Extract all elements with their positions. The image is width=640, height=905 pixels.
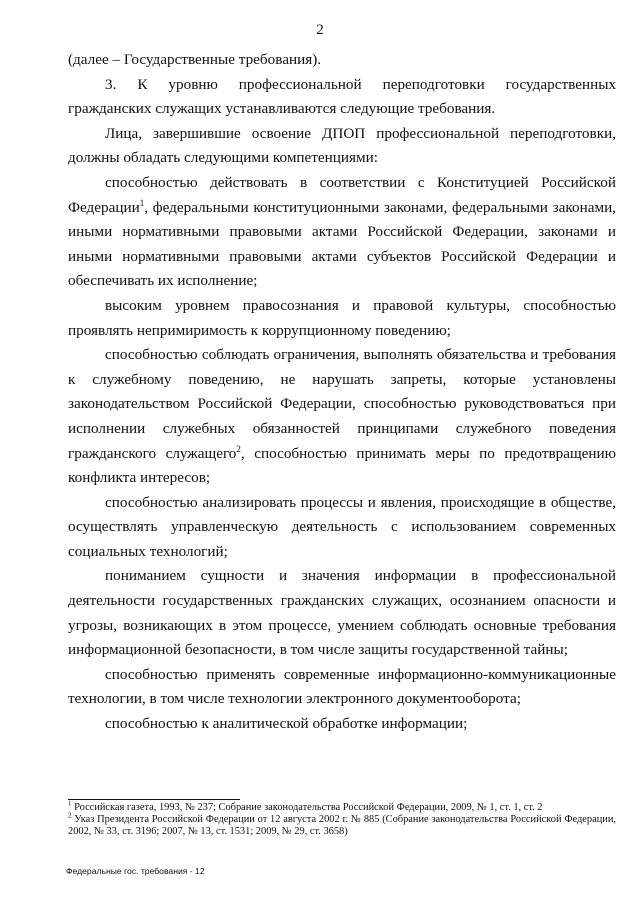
competency-item: способностью к аналитической обработке информации; [105,715,468,733]
footnote-mark: 1 [68,799,72,808]
footnote-2 [68,811,616,838]
footnote-mark: 2 [68,811,72,820]
competency-item: способностью применять современные информационно-коммуникационные технологии, в том числе технологии электронного документооборота; [68,665,616,708]
paragraph-continuation: (далее – Государственные требования). [68,51,322,68]
competency-text: , федеральными конституционными законами, федеральными законами, иными нормативными правовыми актами Российской Федерации, законами и иными нормативными правовыми актами субъектов Российской Федерации и обеспечивать их исполнение; [68,198,616,290]
footnote-ref: 1 [139,197,145,208]
paragraph-section-3: 3. К уровню профессиональной переподготовки государственных гражданских служащих устанавливаются следующие требования. [68,75,616,118]
competency-item: способностью анализировать процессы и явления, происходящие в обществе, осуществлять управленческую деятельность с использованием современных социальных технологий; [68,493,616,560]
footnote-ref: 2 [236,443,241,454]
body-text [68,48,616,737]
footnotes [68,799,616,838]
page-footer: Федеральные гос. требования - 12 [66,866,205,876]
competency-text: , способностью принимать меры по предотвращению конфликта интересов; [68,444,616,487]
competency-item [68,171,616,294]
footnote-text: Указ Президента Российской Федерации от 12 августа 2002 г. № 885 (Собрание законодательства Российской Федерации, 2002, № 33, ст. 3196; 2007, № 13, ст. 1531; 2009, № 29, ст. 3658) [68,814,616,837]
footnote-1 [68,799,616,814]
competency-item [68,343,616,491]
competency-item: пониманием сущности и значения информации в профессиональной деятельности государственных гражданских служащих, осознанием опасности и угрозы, возникающих в этом процессе, умением соблюдать основные требования информационной безопасности, в том числе защиты государственной тайны; [68,567,616,659]
footnote-text: Российская газета, 1993, № 237; Собрание законодательства Российской Федерации, 2009, № 1, ст. 1, ст. 2 [71,802,543,813]
competency-text: способностью соблюдать ограничения, выполнять обязательства и требования к служебному поведению, не нарушать запреты, которые установлены законодательством Российской Федерации, способностью руководствоваться при исполнении служебных обязанностей принципами служебного поведения гражданского служащего [68,346,616,462]
paragraph-competencies-intro: Лица, завершившие освоение ДПОП профессиональной переподготовки, должны обладать следующими компетенциями: [68,124,616,167]
competency-item: высоким уровнем правосознания и правовой культуры, способностью проявлять непримиримость к коррупционному поведению; [68,296,616,339]
page-number: 2 [316,22,324,38]
footnote-divider [68,799,240,800]
competency-text: способностью действовать в соответствии с Конституцией Российской Федерации [68,173,616,216]
